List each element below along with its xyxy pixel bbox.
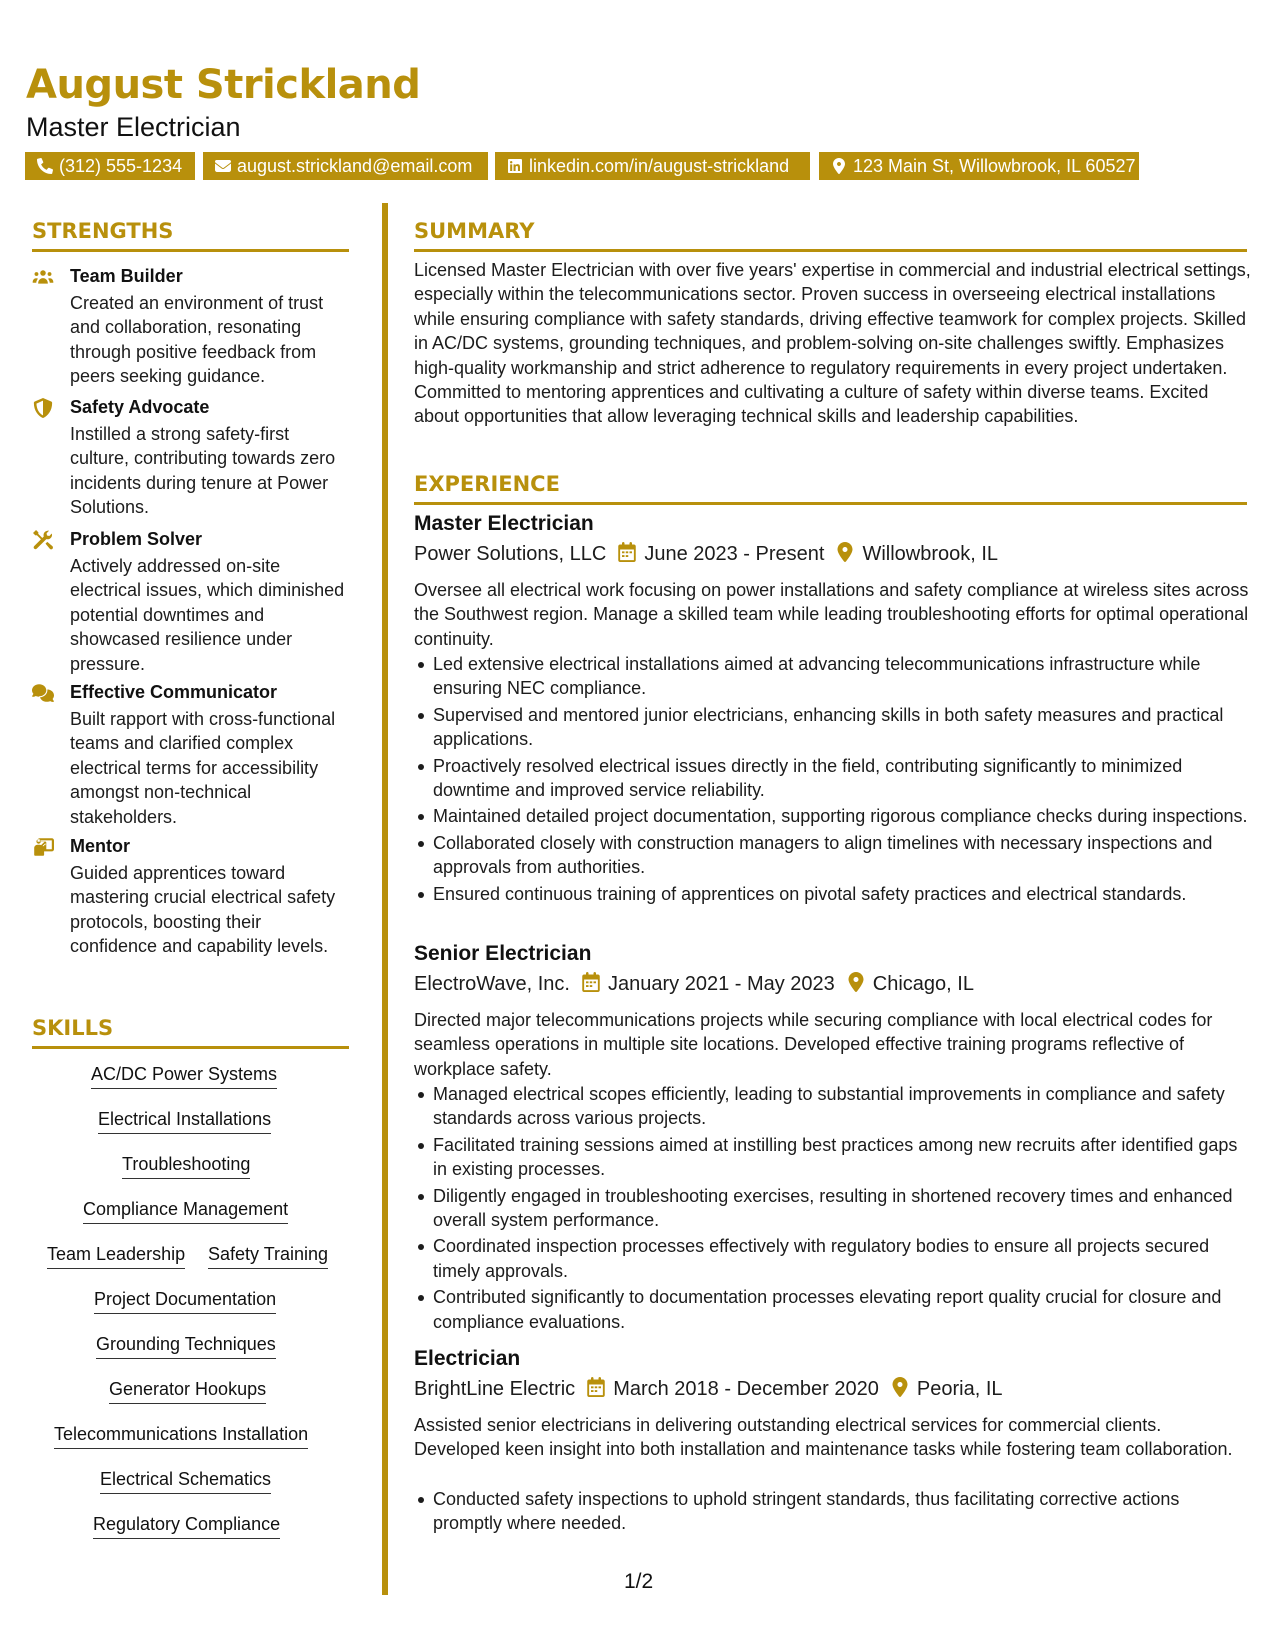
- comments-icon: [32, 683, 56, 703]
- job-meta: [414, 972, 974, 998]
- strength-desc: Created an environment of trust and collaboration, resonating through positive feedback from peers seeking guidance.: [70, 293, 324, 387]
- skill-tag: Compliance Management: [83, 1198, 288, 1224]
- job-location: Willowbrook, IL: [862, 543, 999, 565]
- experience-rule: [414, 502, 1247, 505]
- contact-linkedin-text: linkedin.com/in/august-strickland: [529, 156, 790, 176]
- candidate-name: August Strickland: [26, 62, 421, 108]
- strength-title: Problem Solver: [70, 529, 203, 549]
- skill-tag: Generator Hookups: [109, 1378, 266, 1404]
- job-title: Electrician: [414, 1347, 521, 1370]
- skill-tag: Telecommunications Installation: [54, 1423, 308, 1449]
- strength-desc: Guided apprentices toward mastering crucial electrical safety protocols, boosting their confidence and capability levels.: [70, 863, 336, 957]
- location-pin-icon: [836, 542, 854, 562]
- summary-rule: [414, 249, 1247, 252]
- strength-title: Safety Advocate: [70, 397, 210, 417]
- job-company: BrightLine Electric: [414, 1378, 576, 1400]
- skill-tag: Team Leadership: [47, 1243, 185, 1269]
- job-bullets: [414, 1082, 1252, 1336]
- skill-tag: Electrical Schematics: [100, 1468, 271, 1494]
- strengths-rule: [32, 249, 349, 252]
- job-bullets: [414, 652, 1252, 908]
- list-item: Conducted safety inspections to uphold stringent standards, thus facilitating corrective actions promptly where needed.: [414, 1487, 1252, 1536]
- skill-tag: Troubleshooting: [122, 1153, 250, 1179]
- skill-tag: Safety Training: [208, 1243, 328, 1269]
- list-item: Ensured continuous training of apprentices on pivotal safety practices and electrical standards.: [414, 882, 1252, 906]
- job-meta: [414, 1377, 1003, 1403]
- page-number: 1/2: [624, 1570, 654, 1593]
- contact-phone[interactable]: [25, 152, 195, 180]
- list-item: Supervised and mentored junior electricians, enhancing skills in both safety measures and practical applications.: [414, 703, 1252, 752]
- location-pin-icon: [847, 972, 865, 992]
- column-divider: [382, 203, 388, 1595]
- envelope-icon: [215, 158, 231, 174]
- location-pin-icon: [891, 1377, 909, 1397]
- tools-icon: [32, 530, 56, 550]
- skills-heading: SKILLS: [32, 1016, 114, 1040]
- list-item: Collaborated closely with construction managers to align timelines with necessary inspections and approvals from authorities.: [414, 831, 1252, 880]
- skill-tag: Regulatory Compliance: [93, 1513, 280, 1539]
- linkedin-icon: [507, 158, 523, 174]
- job-bullets: [414, 1487, 1252, 1538]
- job-description: Assisted senior electricians in delivering outstanding electrical services for commercial clients. Developed keen insight into both installation and maintenance tasks while fostering team collaboration.: [414, 1415, 1233, 1460]
- job-description: Oversee all electrical work focusing on power installations and safety compliance at wireless sites across the Southwest region. Manage a skilled team while leading troubleshooting efforts for optimal operational continuity.: [414, 580, 1249, 649]
- skill-tag: AC/DC Power Systems: [91, 1063, 277, 1089]
- calendar-icon: [618, 542, 636, 562]
- shield-icon: [32, 398, 56, 418]
- skill-tag: Project Documentation: [94, 1288, 276, 1314]
- list-item: Maintained detailed project documentation, supporting rigorous compliance checks during inspections.: [414, 804, 1252, 828]
- list-item: Managed electrical scopes efficiently, leading to substantial improvements in compliance and safety standards across various projects.: [414, 1082, 1252, 1131]
- contact-email[interactable]: [203, 152, 488, 180]
- job-title: Master Electrician: [414, 512, 594, 535]
- strength-title: Mentor: [70, 836, 130, 856]
- chalkboard-teacher-icon: [32, 837, 56, 857]
- strength-title: Effective Communicator: [70, 682, 278, 702]
- location-pin-icon: [831, 158, 847, 174]
- experience-heading: EXPERIENCE: [414, 472, 560, 496]
- contact-phone-text: (312) 555-1234: [59, 156, 183, 176]
- skills-rule: [32, 1046, 349, 1049]
- strength-title: Team Builder: [70, 266, 183, 286]
- contact-email-text: august.strickland@email.com: [237, 156, 473, 176]
- job-meta: [414, 542, 998, 568]
- job-location: Chicago, IL: [872, 973, 974, 995]
- list-item: Coordinated inspection processes effectively with regulatory bodies to ensure all projects secured timely approvals.: [414, 1234, 1252, 1283]
- list-item: Facilitated training sessions aimed at instilling best practices among new recruits after identified gaps in existing processes.: [414, 1133, 1252, 1182]
- job-location: Peoria, IL: [916, 1378, 1003, 1400]
- job-dates: June 2023 - Present: [644, 543, 825, 565]
- calendar-icon: [587, 1377, 605, 1397]
- summary-text: Licensed Master Electrician with over five years' expertise in commercial and industrial electrical settings, especially within the telecommunications sector. Proven success in overseeing electrical installations while ensuring compliance with safety standards, driving effective teamwork for complex projects. Skilled in AC/DC systems, grounding techniques, and problem-solving on-site challenges swiftly. Emphasizes high-quality workmanship and strict adherence to regulatory requirements in every project undertaken. Committed to mentoring apprentices and cultivating a culture of safety within diverse teams. Excited about opportunities that allow leveraging technical skills and leadership capabilities.: [414, 260, 1251, 427]
- list-item: Led extensive electrical installations aimed at advancing telecommunications infrastructure while ensuring NEC compliance.: [414, 652, 1252, 701]
- strength-desc: Instilled a strong safety-first culture, contributing towards zero incidents during tenure at Power Solutions.: [70, 424, 336, 518]
- users-icon: [32, 267, 56, 287]
- job-company: ElectroWave, Inc.: [414, 973, 570, 995]
- list-item: Proactively resolved electrical issues directly in the field, contributing significantly to minimized downtime and improved service reliability.: [414, 754, 1252, 803]
- summary-heading: SUMMARY: [414, 219, 535, 243]
- candidate-role: Master Electrician: [26, 112, 241, 142]
- job-dates: January 2021 - May 2023: [607, 973, 835, 995]
- job-company: Power Solutions, LLC: [414, 543, 607, 565]
- list-item: Diligently engaged in troubleshooting exercises, resulting in shortened recovery times and enhanced overall system performance.: [414, 1184, 1252, 1233]
- strength-desc: Built rapport with cross-functional teams and clarified complex electrical terms for accessibility amongst non-technical stakeholders.: [70, 709, 336, 827]
- skill-tag: Electrical Installations: [98, 1108, 271, 1134]
- job-dates: March 2018 - December 2020: [613, 1378, 879, 1400]
- job-title: Senior Electrician: [414, 942, 592, 965]
- contact-address[interactable]: [819, 152, 1139, 180]
- phone-icon: [37, 158, 53, 174]
- skill-tag: Grounding Techniques: [96, 1333, 276, 1359]
- contact-address-text: 123 Main St, Willowbrook, IL 60527: [853, 156, 1136, 176]
- strengths-heading: STRENGTHS: [32, 219, 174, 243]
- contact-linkedin[interactable]: [495, 152, 810, 180]
- job-description: Directed major telecommunications projects while securing compliance with local electrical codes for seamless operations in multiple site locations. Developed effective training programs reflective of workplace safety.: [414, 1010, 1213, 1079]
- list-item: Contributed significantly to documentation processes elevating report quality crucial for closure and compliance evaluations.: [414, 1285, 1252, 1334]
- strength-desc: Actively addressed on-site electrical issues, which diminished potential downtimes and showcased resilience under pressure.: [70, 556, 345, 674]
- calendar-icon: [582, 972, 600, 992]
